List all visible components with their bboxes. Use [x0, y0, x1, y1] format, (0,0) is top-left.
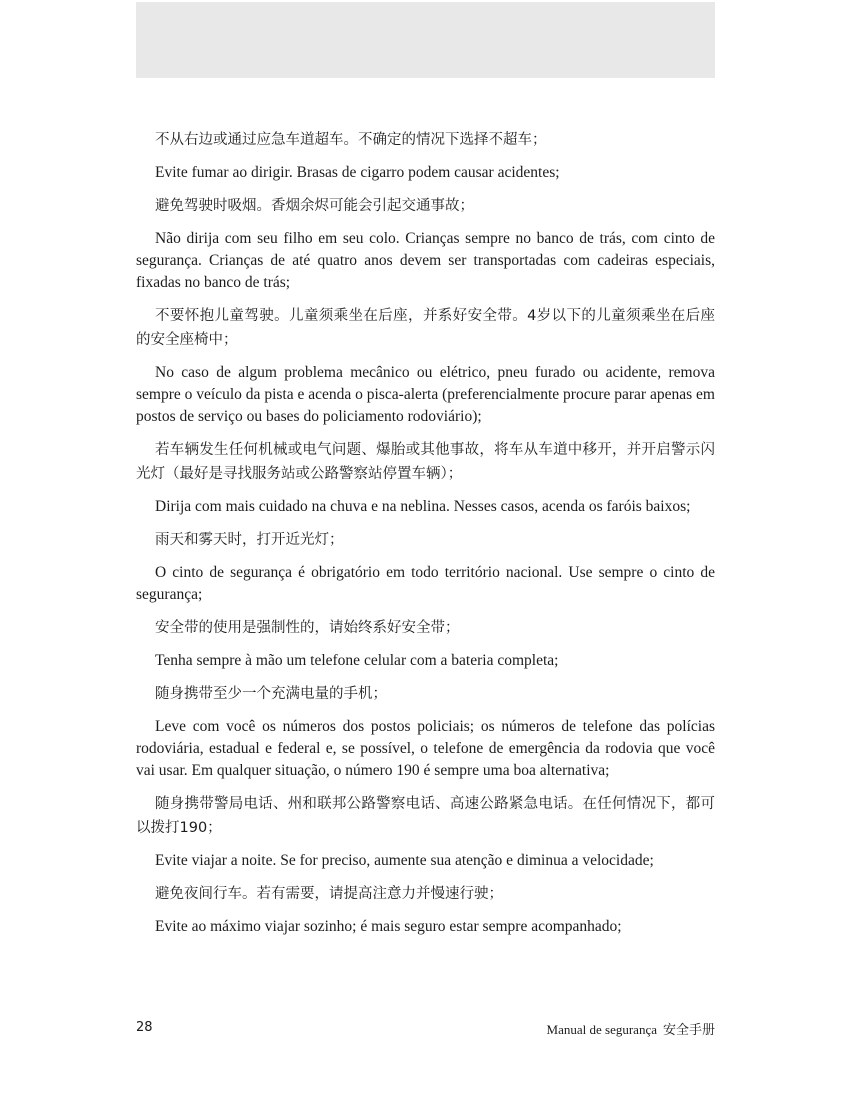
page-number: 28 — [136, 1020, 153, 1035]
paragraph-pt: No caso de algum problema mecânico ou elétrico, pneu furado ou acidente, remova sempre o veículo da pista e acenda o pisca-alerta (preferencialmente procure parar apenas em postos de serviço ou bases do policiamento rodoviário); — [136, 364, 715, 425]
paragraph-zh: 雨天和雾天时，打开近光灯； — [155, 532, 344, 548]
page-content — [136, 128, 715, 948]
paragraph-pt: Evite fumar ao dirigir. Brasas de cigarro podem causar acidentes; — [155, 164, 560, 181]
paragraph-zh: 避免夜间行车。若有需要，请提高注意力并慢速行驶； — [155, 886, 503, 902]
paragraph-zh: 若车辆发生任何机械或电气问题、爆胎或其他事故，将车从车道中移开，并开启警示闪光灯（最好是寻找服务站或公路警察站停置车辆）； — [136, 442, 715, 482]
paragraph-pt: Evite viajar a noite. Se for preciso, aumente sua atenção e diminua a velocidade; — [155, 852, 654, 869]
paragraph-zh: 不从右边或通过应急车道超车。不确定的情况下选择不超车； — [155, 132, 547, 148]
paragraph-pt: Tenha sempre à mão um telefone celular com a bateria completa; — [155, 652, 559, 669]
paragraph-pt: Evite ao máximo viajar sozinho; é mais seguro estar sempre acompanhado; — [155, 918, 622, 935]
paragraph-zh: 随身携带至少一个充满电量的手机； — [155, 686, 387, 702]
paragraph-pt: O cinto de segurança é obrigatório em todo território nacional. Use sempre o cinto de segurança; — [136, 564, 715, 603]
running-footer-title — [547, 1019, 715, 1038]
header-band — [136, 2, 715, 78]
paragraph-zh: 安全带的使用是强制性的，请始终系好安全带； — [155, 620, 460, 636]
paragraph-zh: 避免驾驶时吸烟。香烟余烬可能会引起交通事故； — [155, 198, 474, 214]
paragraph-pt: Leve com você os números dos postos policiais; os números de telefone das polícias rodoviária, estadual e federal e, se possível, o telefone de emergência da rodovia que você vai usar. Em qualquer situação, o número 190 é sempre uma boa alternativa; — [136, 718, 715, 779]
paragraph-zh: 随身携带警局电话、州和联邦公路警察电话、高速公路紧急电话。在任何情况下，都可以拨打190； — [136, 796, 715, 836]
footer-title-pt: Manual de segurança — [546, 1022, 657, 1037]
footer-title-zh: 安全手册 — [662, 1023, 715, 1038]
paragraph-zh: 不要怀抱儿童驾驶。儿童须乘坐在后座，并系好安全带。4岁以下的儿童须乘坐在后座的安全座椅中； — [136, 308, 715, 348]
paragraph-pt: Dirija com mais cuidado na chuva e na neblina. Nesses casos, acenda os faróis baixos; — [155, 498, 691, 515]
paragraph-pt: Não dirija com seu filho em seu colo. Crianças sempre no banco de trás, com cinto de segurança. Crianças de até quatro anos devem ser transportadas com cadeiras especiais, fixadas no banco de trás; — [136, 230, 715, 291]
